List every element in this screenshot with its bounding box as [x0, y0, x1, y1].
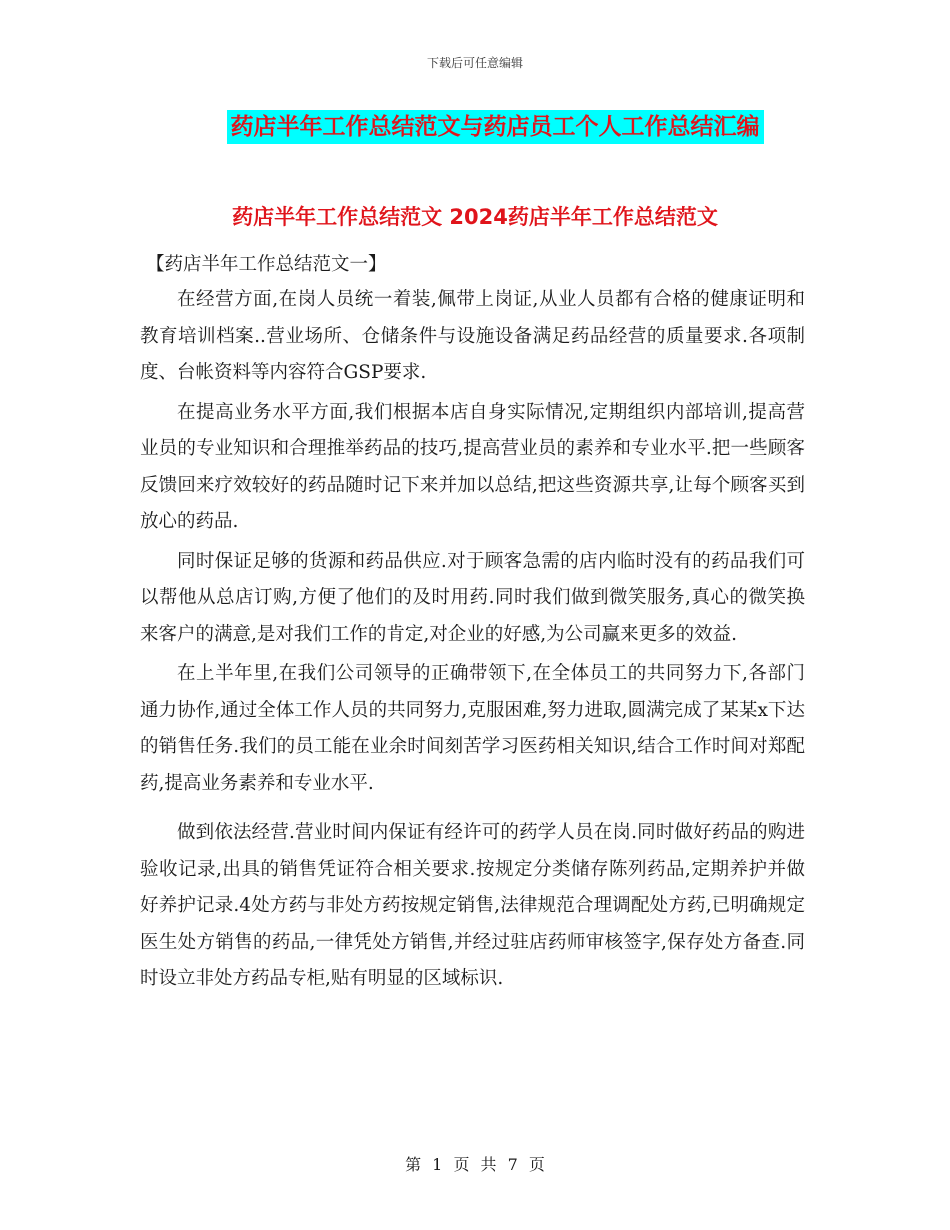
header-note: 下载后可任意编辑	[426, 56, 523, 70]
page-number-footer: 第 1 页 共 7 页	[405, 1155, 545, 1174]
paragraph-3: 同时保证足够的货源和药品供应.对于顾客急需的店内临时没有的药品我们可以帮他从总店订购,方便了他们的及时用药.同时我们做到微笑服务,真心的微笑换来客户的满意,是对我们工作的肯定,对企业的好感,为公司赢来更多的效益.	[140, 550, 805, 645]
document-title-wrap	[0, 110, 950, 144]
paragraph-1: 在经营方面,在岗人员统一着装,佩带上岗证,从业人员都有合格的健康证明和教育培训档案..营业场所、仓储条件与设施设备满足药品经营的质量要求.各项制度、台帐资料等内容符合GSP要求.	[140, 289, 805, 383]
document-body	[140, 248, 805, 998]
paragraph-5: 做到依法经营.营业时间内保证有经许可的药学人员在岗.同时做好药品的购进验收记录,出具的销售凭证符合相关要求.按规定分类储存陈列药品,定期养护并做好养护记录.4处方药与非处方药按规定销售,法律规范合理调配处方药,已明确规定医生处方销售的药品,一律凭处方销售,并经过驻店药师审核签字,保存处方备查.同时设立非处方药品专柜,贴有明显的区域标识.	[140, 822, 805, 989]
section-title: 药店半年工作总结范文 2024药店半年工作总结范文	[232, 205, 718, 229]
paragraph-4: 在上半年里,在我们公司领导的正确带领下,在全体员工的共同努力下,各部门通力协作,通过全体工作人员的共同努力,克服困难,努力进取,圆满完成了某某x下达的销售任务.我们的员工能在业余时间刻苦学习医药相关知识,结合工作时间对郑配药,提高业务素养和专业水平.	[140, 663, 805, 794]
subheading: 【药店半年工作总结范文一】	[146, 254, 387, 275]
paragraph-2: 在提高业务水平方面,我们根据本店自身实际情况,定期组织内部培训,提高营业员的专业知识和合理推举药品的技巧,提高营业员的素养和专业水平.把一些顾客反馈回来疗效较好的药品随时记下来并加以总结,把这些资源共享,让每个顾客买到放心的药品.	[140, 401, 805, 532]
document-title: 药店半年工作总结范文与药店员工个人工作总结汇编	[227, 110, 764, 144]
